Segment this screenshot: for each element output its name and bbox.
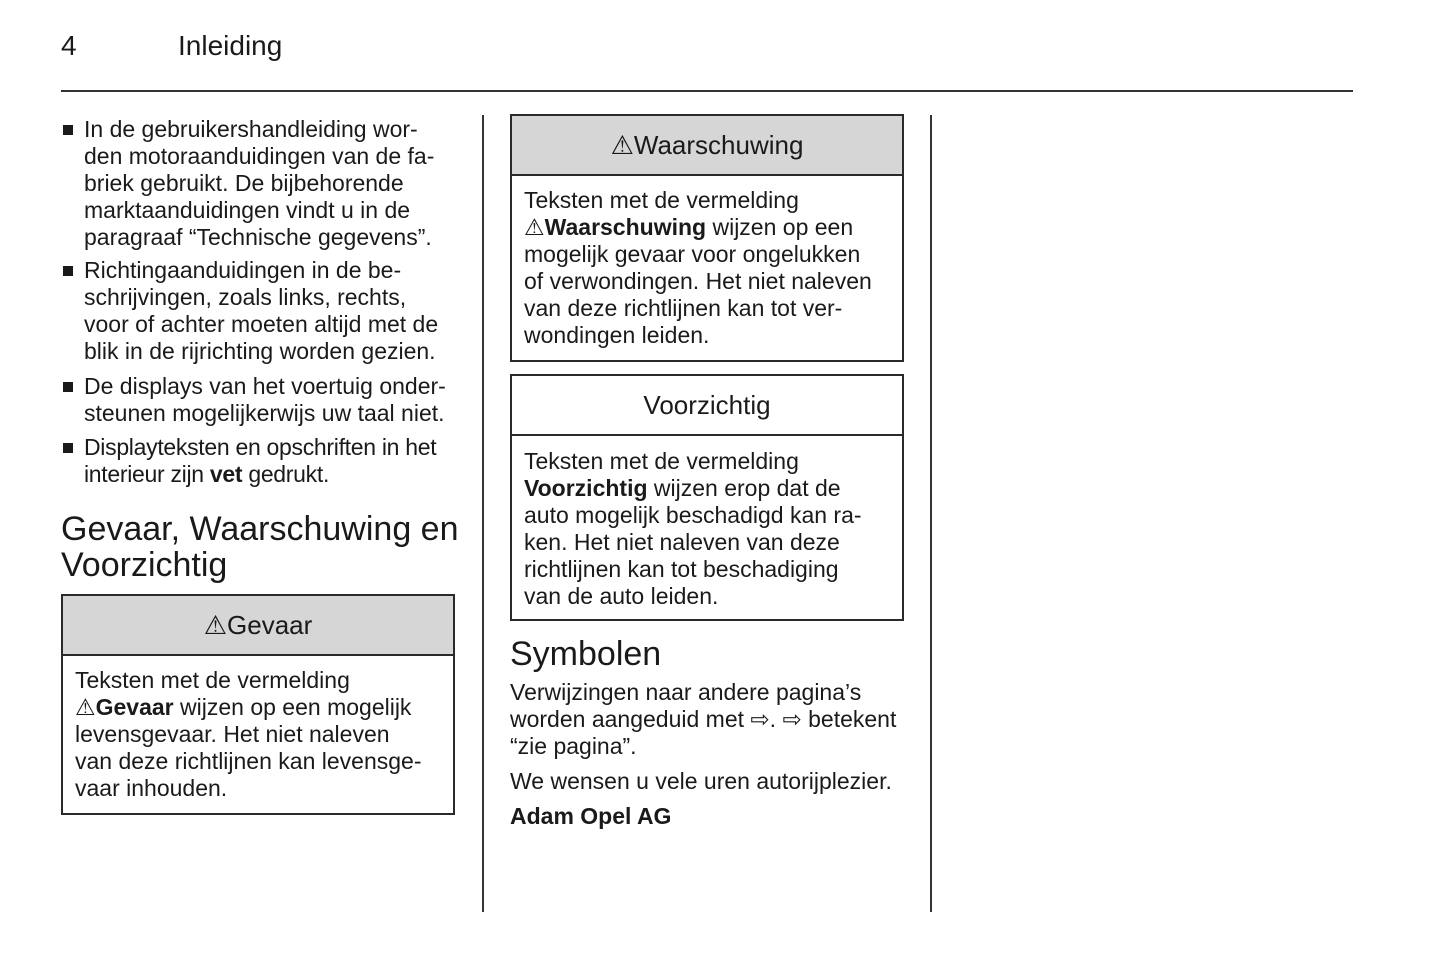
header-divider [61, 90, 1353, 92]
symbols-paragraph [510, 679, 896, 760]
text: betekent [801, 706, 897, 732]
caution-box-body [524, 448, 862, 610]
section-heading [61, 511, 459, 583]
line: van de auto leiden. [524, 583, 719, 609]
bullet-item [84, 116, 434, 251]
line: ken. Het niet naleven van deze [524, 529, 840, 555]
bold-text: Waarschuwing [544, 214, 707, 240]
column-divider [930, 115, 932, 912]
bullet-icon [63, 125, 73, 135]
page-title: Inleiding [178, 30, 283, 61]
text: gedrukt. [242, 461, 330, 487]
section-heading-symbolen: Symbolen [510, 635, 662, 673]
line: vaar inhouden. [75, 775, 228, 801]
line: marktaanduidingen vindt u in de [84, 197, 411, 223]
text: wijzen erop dat de [647, 475, 841, 501]
warning-icon: ⚠ [203, 609, 228, 640]
text: interieur zijn [84, 461, 210, 487]
signature: Adam Opel AG [510, 803, 672, 829]
line: Verwijzingen naar andere pagina’s [510, 679, 862, 705]
line: levensgevaar. Het niet naleven [75, 721, 390, 747]
line [524, 475, 862, 502]
line: In de gebruikershandleiding wor- [84, 116, 418, 142]
line: Gevaar, Waarschuwing en [61, 510, 459, 548]
line: voor of achter moeten altijd met de [84, 311, 439, 337]
warning-icon: ⚠ [524, 214, 545, 240]
caution-title: Voorzichtig [643, 389, 771, 420]
line: paragraaf “Technische gegevens”. [84, 224, 432, 250]
arrow-right-icon: ⇨ [782, 706, 802, 732]
bullet-item [84, 257, 438, 365]
line: De displays van het voertuig onder- [84, 373, 446, 399]
warning-box [510, 114, 904, 362]
line: Teksten met de vermelding [524, 187, 799, 213]
line: richtlijnen kan tot beschadiging [524, 556, 839, 582]
text: wijzen op een mogelijk [173, 694, 412, 720]
page-number: 4 [61, 30, 77, 61]
line: den motoraanduidingen van de fa- [84, 143, 435, 169]
line: Displayteksten en opschriften in het [84, 434, 437, 460]
line [524, 214, 872, 241]
bullet-icon [63, 266, 73, 276]
text: . [769, 706, 783, 732]
warning-icon: ⚠ [610, 129, 634, 160]
line: schrijvingen, zoals links, rechts, [84, 284, 407, 310]
line: “zie pagina”. [510, 733, 637, 759]
text: worden aangeduid met [510, 706, 751, 732]
warning-icon: ⚠ [75, 694, 96, 720]
danger-box-header [63, 596, 453, 656]
line: Richtingaanduidingen in de be- [84, 257, 402, 283]
line: blik in de rijrichting worden gezien. [84, 338, 436, 364]
line: steunen mogelijkerwijs uw taal niet. [84, 400, 445, 426]
line: Teksten met de vermelding [524, 448, 799, 474]
warning-title: Waarschuwing [633, 129, 804, 160]
line: auto mogelijk beschadigd kan ra- [524, 502, 862, 528]
line: briek gebruikt. De bijbehorende [84, 170, 404, 196]
bullet-item [84, 434, 436, 488]
caution-box-header [512, 376, 902, 436]
line: Voorzichtig [61, 546, 228, 584]
line [510, 706, 896, 733]
bullet-item [84, 373, 446, 427]
line [75, 694, 421, 721]
bold-text: Gevaar [95, 694, 174, 720]
danger-box [61, 594, 455, 815]
line: mogelijk gevaar voor ongelukken [524, 241, 861, 267]
line: Teksten met de vermelding [75, 667, 350, 693]
column-divider [482, 115, 484, 912]
line: van deze richtlijnen kan tot ver- [524, 295, 843, 321]
danger-box-body [75, 667, 421, 802]
bold-text: vet [209, 461, 243, 487]
bullet-icon [63, 443, 73, 453]
text: wijzen op een [706, 214, 854, 240]
bullet-icon [63, 382, 73, 392]
warning-box-header [512, 116, 902, 176]
danger-title: Gevaar [227, 609, 313, 640]
line: van deze richtlijnen kan levensge- [75, 748, 422, 774]
line [84, 461, 436, 488]
warning-box-body [524, 187, 872, 349]
closing-text: We wensen u vele uren autorijplezier. [510, 768, 892, 794]
caution-box [510, 374, 904, 621]
line: of verwondingen. Het niet naleven [524, 268, 872, 294]
line: wondingen leiden. [524, 322, 710, 348]
bold-text: Voorzichtig [524, 475, 648, 501]
arrow-right-icon: ⇨ [750, 706, 770, 732]
